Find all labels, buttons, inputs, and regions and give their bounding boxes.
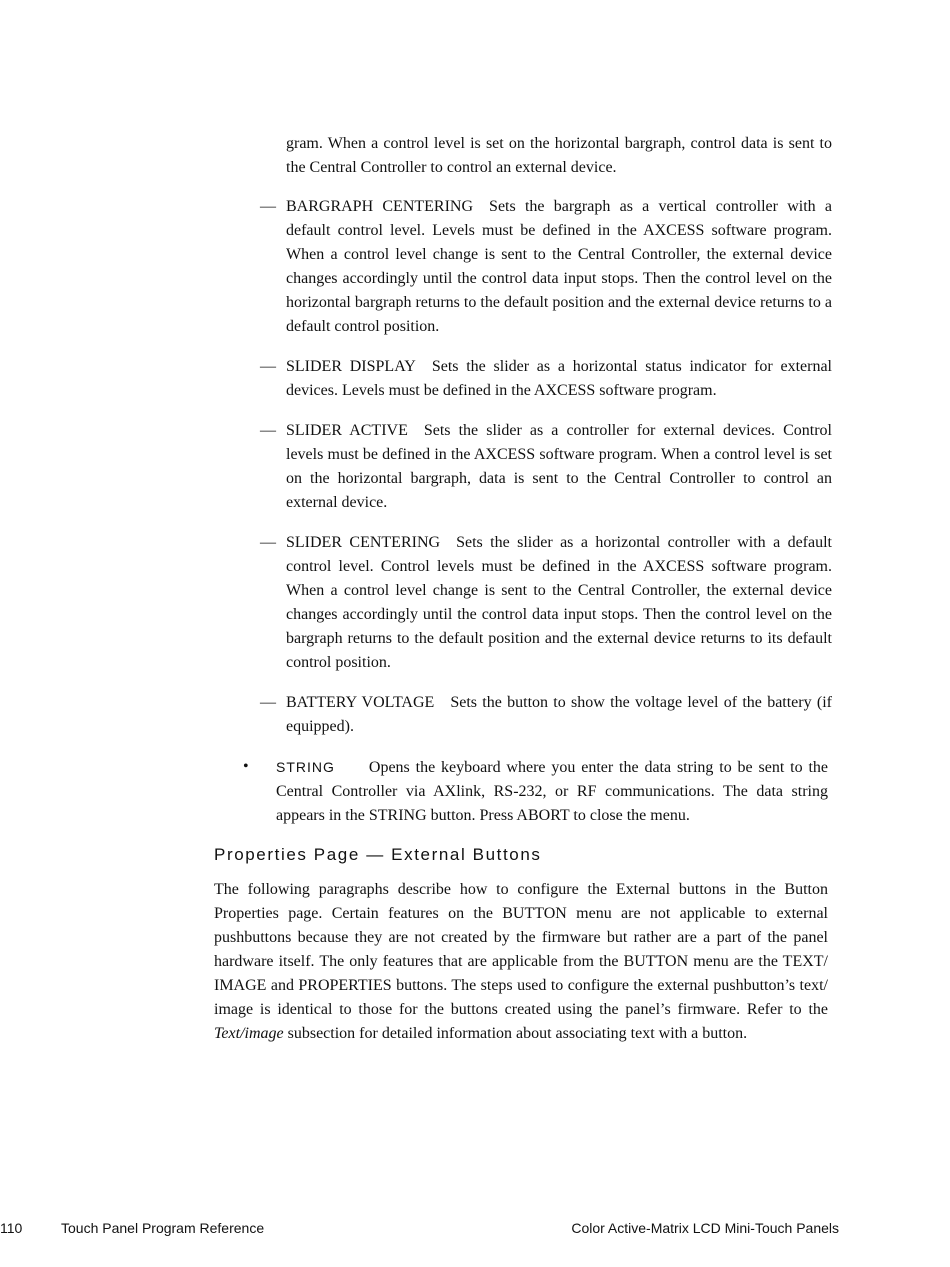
list-item	[260, 355, 832, 403]
bullet-list-item	[243, 755, 828, 828]
paragraph-text-end: subsection for detailed information about associating text with a button.	[287, 1025, 748, 1042]
footer-right-title: Color Active-Matrix LCD Mini-Touch Panels	[571, 1220, 839, 1236]
option-term: SLIDER CENTERING	[286, 534, 441, 551]
option-description: Sets the button to show the voltage level of the battery (if equipped).	[286, 694, 833, 735]
bullet-item-body	[276, 755, 828, 828]
option-term: BARGRAPH CENTERING	[286, 198, 474, 215]
dash-marker: —	[260, 534, 276, 551]
option-term: SLIDER ACTIVE	[286, 422, 408, 439]
dash-marker: —	[260, 694, 276, 711]
option-term: SLIDER DISPLAY	[286, 358, 416, 375]
list-item	[260, 691, 832, 739]
option-term: BATTERY VOLTAGE	[286, 694, 435, 711]
list-item	[260, 195, 832, 339]
list-item-body	[286, 355, 832, 403]
list-item-body	[286, 531, 832, 675]
option-description: Opens the keyboard where you enter the data string to be sent to the Central Controller via AXlink, RS-232, or RF communications. The data string appears in the STRING button. Press ABORT to close the menu.	[276, 759, 828, 824]
option-term: STRING	[276, 759, 335, 775]
body-paragraph	[214, 878, 828, 1046]
list-item	[260, 419, 832, 515]
continued-paragraph: gram. When a control level is set on the horizontal bargraph, control data is sent to the Central Controller to control an external device.	[286, 135, 832, 176]
list-item-body	[286, 691, 832, 739]
list-item	[260, 531, 832, 675]
option-description: Sets the slider as a controller for external devices. Control levels must be defined in the AXCESS software program. When a control level is set on the horizontal bargraph, data is sent to the Central Controller to control an external device.	[286, 422, 832, 511]
bullet-marker: •	[243, 758, 249, 775]
footer-left-title: Touch Panel Program Reference	[61, 1220, 265, 1236]
page-number: 110	[0, 1220, 23, 1236]
dash-marker: —	[260, 198, 276, 215]
option-description: Sets the slider as a horizontal controller with a default control level. Control levels must be defined in the AXCESS software program. When a control level change is sent to the Central Controller, the external device changes accordingly until the control data input stops. Then the control level on the bargraph returns to the default position and the external device returns to its default control position.	[286, 534, 833, 671]
option-description: Sets the bargraph as a vertical controller with a default control level. Levels must be defined in the AXCESS software program. When a control level change is sent to the Central Controller, the external device changes accordingly until the control data input stops. Then the control level on the horizontal bargraph returns to the default position and the external device returns to a default control position.	[286, 198, 832, 335]
italic-reference: Text/image	[214, 1025, 284, 1042]
option-description: Sets the slider as a horizontal status indicator for external devices. Levels must be defined in the AXCESS software program.	[286, 358, 832, 399]
dash-marker: —	[260, 358, 276, 375]
list-item-body	[286, 195, 832, 339]
paragraph-text: The following paragraphs describe how to configure the External buttons in the Button Properties page. Certain features on the BUTTON menu are not applicable to external pushbuttons because they are not created by the firmware but rather are a part of the panel hardware itself. The only features that are applicable from the BUTTON menu are the TEXT/ IMAGE and PROPERTIES buttons. The steps used to configure the external pushbutton’s text/ image is identical to those for the buttons created using the panel’s firmware. Refer to the	[214, 881, 828, 1018]
dash-marker: —	[260, 422, 276, 439]
list-item-body	[286, 419, 832, 515]
section-heading: Properties Page — External Buttons	[214, 845, 542, 864]
